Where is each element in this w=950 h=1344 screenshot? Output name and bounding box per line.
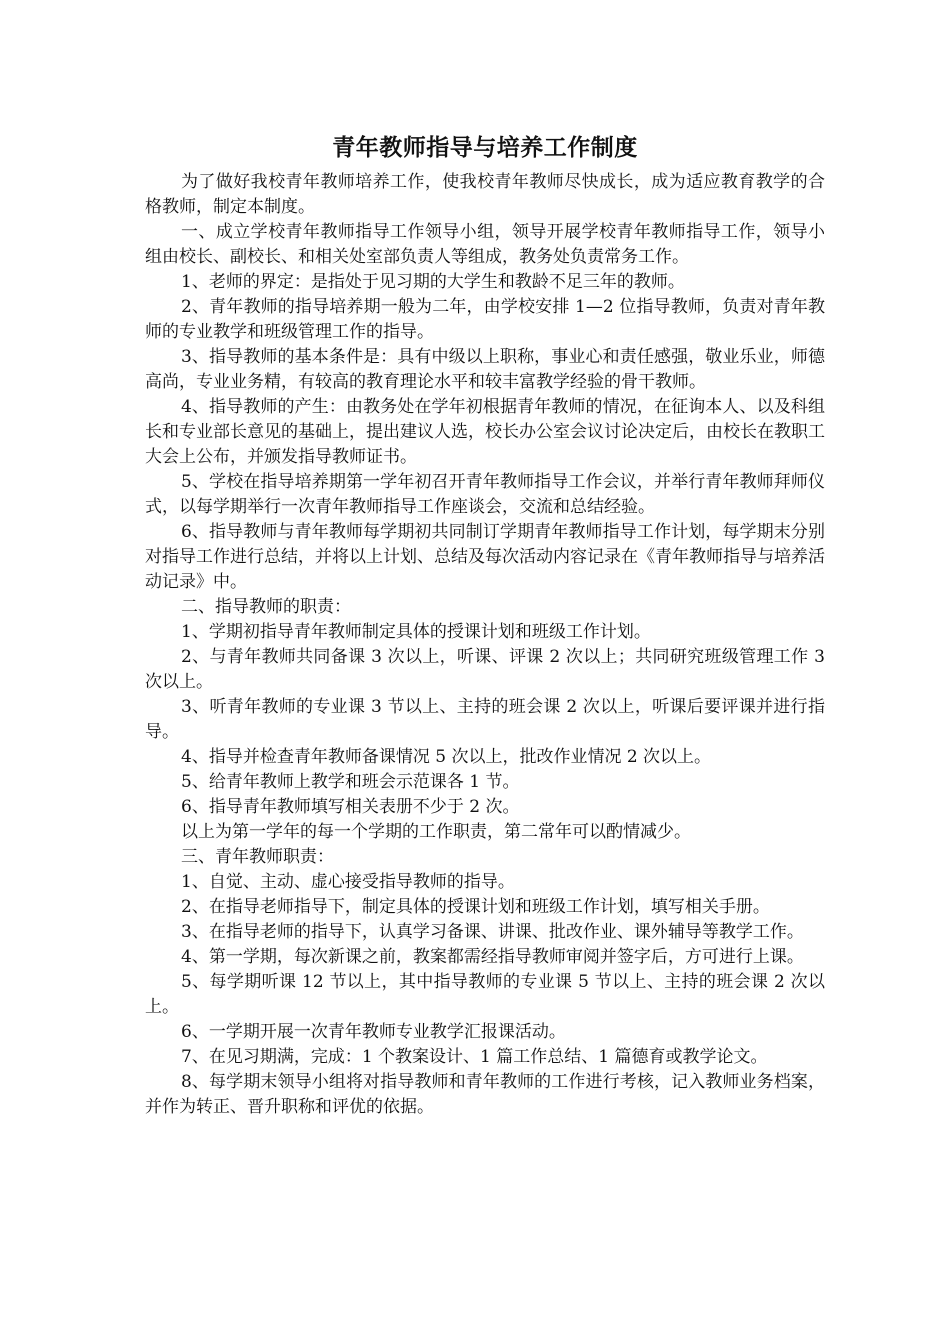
- paragraph: 3、听青年教师的专业课 3 节以上、主持的班会课 2 次以上，听课后要评课并进行指导。: [145, 697, 825, 742]
- paragraph: 6、指导青年教师填写相关表册不少于 2 次。: [181, 797, 520, 817]
- paragraph: 1、老师的界定：是指处于见习期的大学生和教龄不足三年的教师。: [181, 272, 685, 292]
- paragraph: 8、每学期末领导小组将对指导教师和青年教师的工作进行考核，记入教师业务档案，并作为转正、晋升职称和评优的依据。: [145, 1072, 825, 1117]
- paragraph-intro: 为了做好我校青年教师培养工作，使我校青年教师尽快成长，成为适应教育教学的合格教师，制定本制度。: [145, 172, 825, 217]
- document-page: [145, 132, 825, 1120]
- paragraph: 7、在见习期满，完成：1 个教案设计、1 篇工作总结、1 篇德育或教学论文。: [181, 1047, 768, 1067]
- section-heading-1: 一、成立学校青年教师指导工作领导小组，领导开展学校青年教师指导工作，领导小组由校长、副校长、和相关处室部负责人等组成，教务处负责常务工作。: [145, 222, 825, 267]
- document-body: [145, 170, 825, 1120]
- paragraph: 3、在指导老师的指导下，认真学习备课、讲课、批改作业、课外辅导等教学工作。: [181, 922, 804, 942]
- paragraph: 4、指导并检查青年教师备课情况 5 次以上，批改作业情况 2 次以上。: [181, 747, 712, 767]
- document-title: 青年教师指导与培养工作制度: [332, 135, 638, 161]
- paragraph: 5、每学期听课 12 节以上，其中指导教师的专业课 5 节以上、主持的班会课 2 次以上。: [145, 972, 825, 1017]
- paragraph: 2、青年教师的指导培养期一般为二年，由学校安排 1—2 位指导教师，负责对青年教师的专业教学和班级管理工作的指导。: [145, 297, 825, 342]
- paragraph: 4、第一学期，每次新课之前，教案都需经指导教师审阅并签字后，方可进行上课。: [181, 947, 804, 967]
- paragraph: 6、指导教师与青年教师每学期初共同制订学期青年教师指导工作计划，每学期末分别对指导工作进行总结，并将以上计划、总结及每次活动内容记录在《青年教师指导与培养活动记录》中。: [145, 522, 825, 592]
- section-heading-2: 二、指导教师的职责：: [181, 597, 351, 617]
- paragraph: 5、给青年教师上教学和班会示范课各 1 节。: [181, 772, 520, 792]
- paragraph: 以上为第一学年的每一个学期的工作职责，第二常年可以酌情减少。: [181, 822, 691, 842]
- paragraph: 5、学校在指导培养期第一学年初召开青年教师指导工作会议，并举行青年教师拜师仪式，以每学期举行一次青年教师指导工作座谈会，交流和总结经验。: [145, 472, 825, 517]
- paragraph: 6、一学期开展一次青年教师专业教学汇报课活动。: [181, 1022, 566, 1042]
- paragraph: 1、学期初指导青年教师制定具体的授课计划和班级工作计划。: [181, 622, 651, 642]
- section-heading-3: 三、青年教师职责：: [181, 847, 334, 867]
- paragraph: 1、自觉、主动、虚心接受指导教师的指导。: [181, 872, 515, 892]
- paragraph: 3、指导教师的基本条件是：具有中级以上职称，事业心和责任感强，敬业乐业，师德高尚，专业业务精，有较高的教育理论水平和较丰富教学经验的骨干教师。: [145, 347, 825, 392]
- paragraph: 4、指导教师的产生：由教务处在学年初根据青年教师的情况，在征询本人、以及科组长和专业部长意见的基础上，提出建议人选，校长办公室会议讨论决定后，由校长在教职工大会上公布，并颁发指导教师证书。: [145, 397, 825, 467]
- paragraph: 2、与青年教师共同备课 3 次以上，听课、评课 2 次以上；共同研究班级管理工作 3 次以上。: [145, 647, 825, 692]
- paragraph: 2、在指导老师指导下，制定具体的授课计划和班级工作计划，填写相关手册。: [181, 897, 770, 917]
